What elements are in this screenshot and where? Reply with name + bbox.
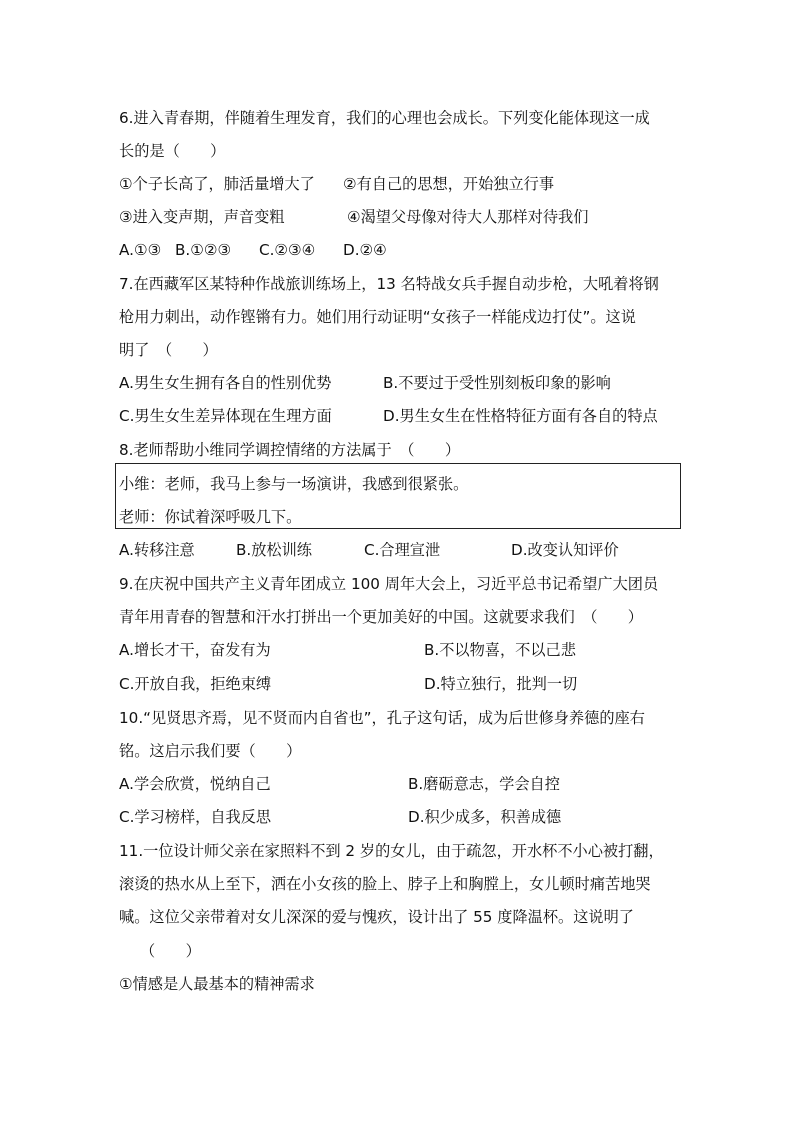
q7-option-a: A.男生女生拥有各自的性别优势 — [119, 374, 332, 392]
q7-option-c: C.男生女生差异体现在生理方面 — [119, 407, 332, 425]
q6-option-c: C.②③④ — [259, 241, 316, 259]
q11-stem-line4: （ ） — [140, 942, 201, 960]
q9-option-d: D.特立独行，批判一切 — [424, 675, 578, 693]
q8-option-c: C.合理宣泄 — [364, 541, 441, 559]
q10-option-b: B.磨砺意志，学会自控 — [408, 775, 560, 793]
q6-item3: ③进入变声期，声音变粗 — [119, 208, 285, 226]
q6-stem-line2: 长的是（ ） — [119, 142, 226, 160]
q6-option-d: D.②④ — [343, 241, 387, 259]
q9-option-c: C.开放自我，拒绝束缚 — [119, 675, 272, 693]
q11-item1: ①情感是人最基本的精神需求 — [119, 975, 315, 993]
q10-option-c: C.学习榜样，自我反思 — [119, 808, 272, 826]
q8-option-b: B.放松训练 — [236, 541, 312, 559]
q9-stem-line2: 青年用青春的智慧和汗水打拼出一个更加美好的中国。这就要求我们 （ ） — [119, 608, 643, 626]
q6-item4: ④渴望父母像对待大人那样对待我们 — [347, 208, 589, 226]
q6-item1: ①个子长高了，肺活量增大了 — [119, 175, 315, 193]
q8-option-a: A.转移注意 — [119, 541, 195, 559]
q6-option-b: B.①②③ — [175, 241, 232, 259]
q9-option-a: A.增长才干，奋发有为 — [119, 641, 271, 659]
q9-option-b: B.不以物喜，不以己悲 — [424, 641, 576, 659]
q11-stem-line1: 11.一位设计师父亲在家照料不到 2 岁的女儿，由于疏忽，开水杯不小心被打翻， — [119, 842, 664, 860]
q10-stem-line1: 10.“见贤思齐焉，见不贤而内自省也”，孔子这句话，成为后世修身养德的座右 — [119, 709, 645, 727]
q8-stem: 8.老师帮助小维同学调控情绪的方法属于 （ ） — [119, 441, 461, 459]
q10-option-a: A.学会欣赏，悦纳自己 — [119, 775, 271, 793]
q7-option-b: B.不要过于受性别刻板印象的影响 — [383, 374, 611, 392]
q6-option-a: A.①③ — [119, 241, 162, 259]
q8-option-d: D.改变认知评价 — [511, 541, 619, 559]
q8-dialog-line2: 老师：你试着深呼吸几下。 — [119, 508, 302, 526]
q7-stem-line1: 7.在西藏军区某特种作战旅训练场上，13 名特战女兵手握自动步枪，大吼着将钢 — [119, 275, 659, 293]
q6-item2: ②有自己的思想，开始独立行事 — [343, 175, 555, 193]
q8-dialog-line1: 小维：老师，我马上参与一场演讲，我感到很紧张。 — [119, 475, 469, 493]
q7-option-d: D.男生女生在性格特征方面有各自的特点 — [383, 407, 658, 425]
q9-stem-line1: 9.在庆祝中国共产主义青年团成立 100 周年大会上，习近平总书记希望广大团员 — [119, 575, 659, 593]
q11-stem-line2: 滚烫的热水从上至下，洒在小女孩的脸上、脖子上和胸膛上，女儿顿时痛苦地哭 — [119, 875, 651, 893]
q7-stem-line2: 枪用力刺出，动作铿锵有力。她们用行动证明“女孩子一样能戍边打仗”。这说 — [119, 308, 636, 326]
q11-stem-line3: 喊。这位父亲带着对女儿深深的爱与愧疚，设计出了 55 度降温杯。这说明了 — [119, 908, 634, 926]
q6-stem-line1: 6.进入青春期，伴随着生理发育，我们的心理也会成长。下列变化能体现这一成 — [119, 109, 650, 127]
q10-option-d: D.积少成多，积善成德 — [408, 808, 562, 826]
q7-stem-line3: 明了 （ ） — [119, 341, 218, 359]
q10-stem-line2: 铭。这启示我们要（ ） — [119, 742, 302, 760]
